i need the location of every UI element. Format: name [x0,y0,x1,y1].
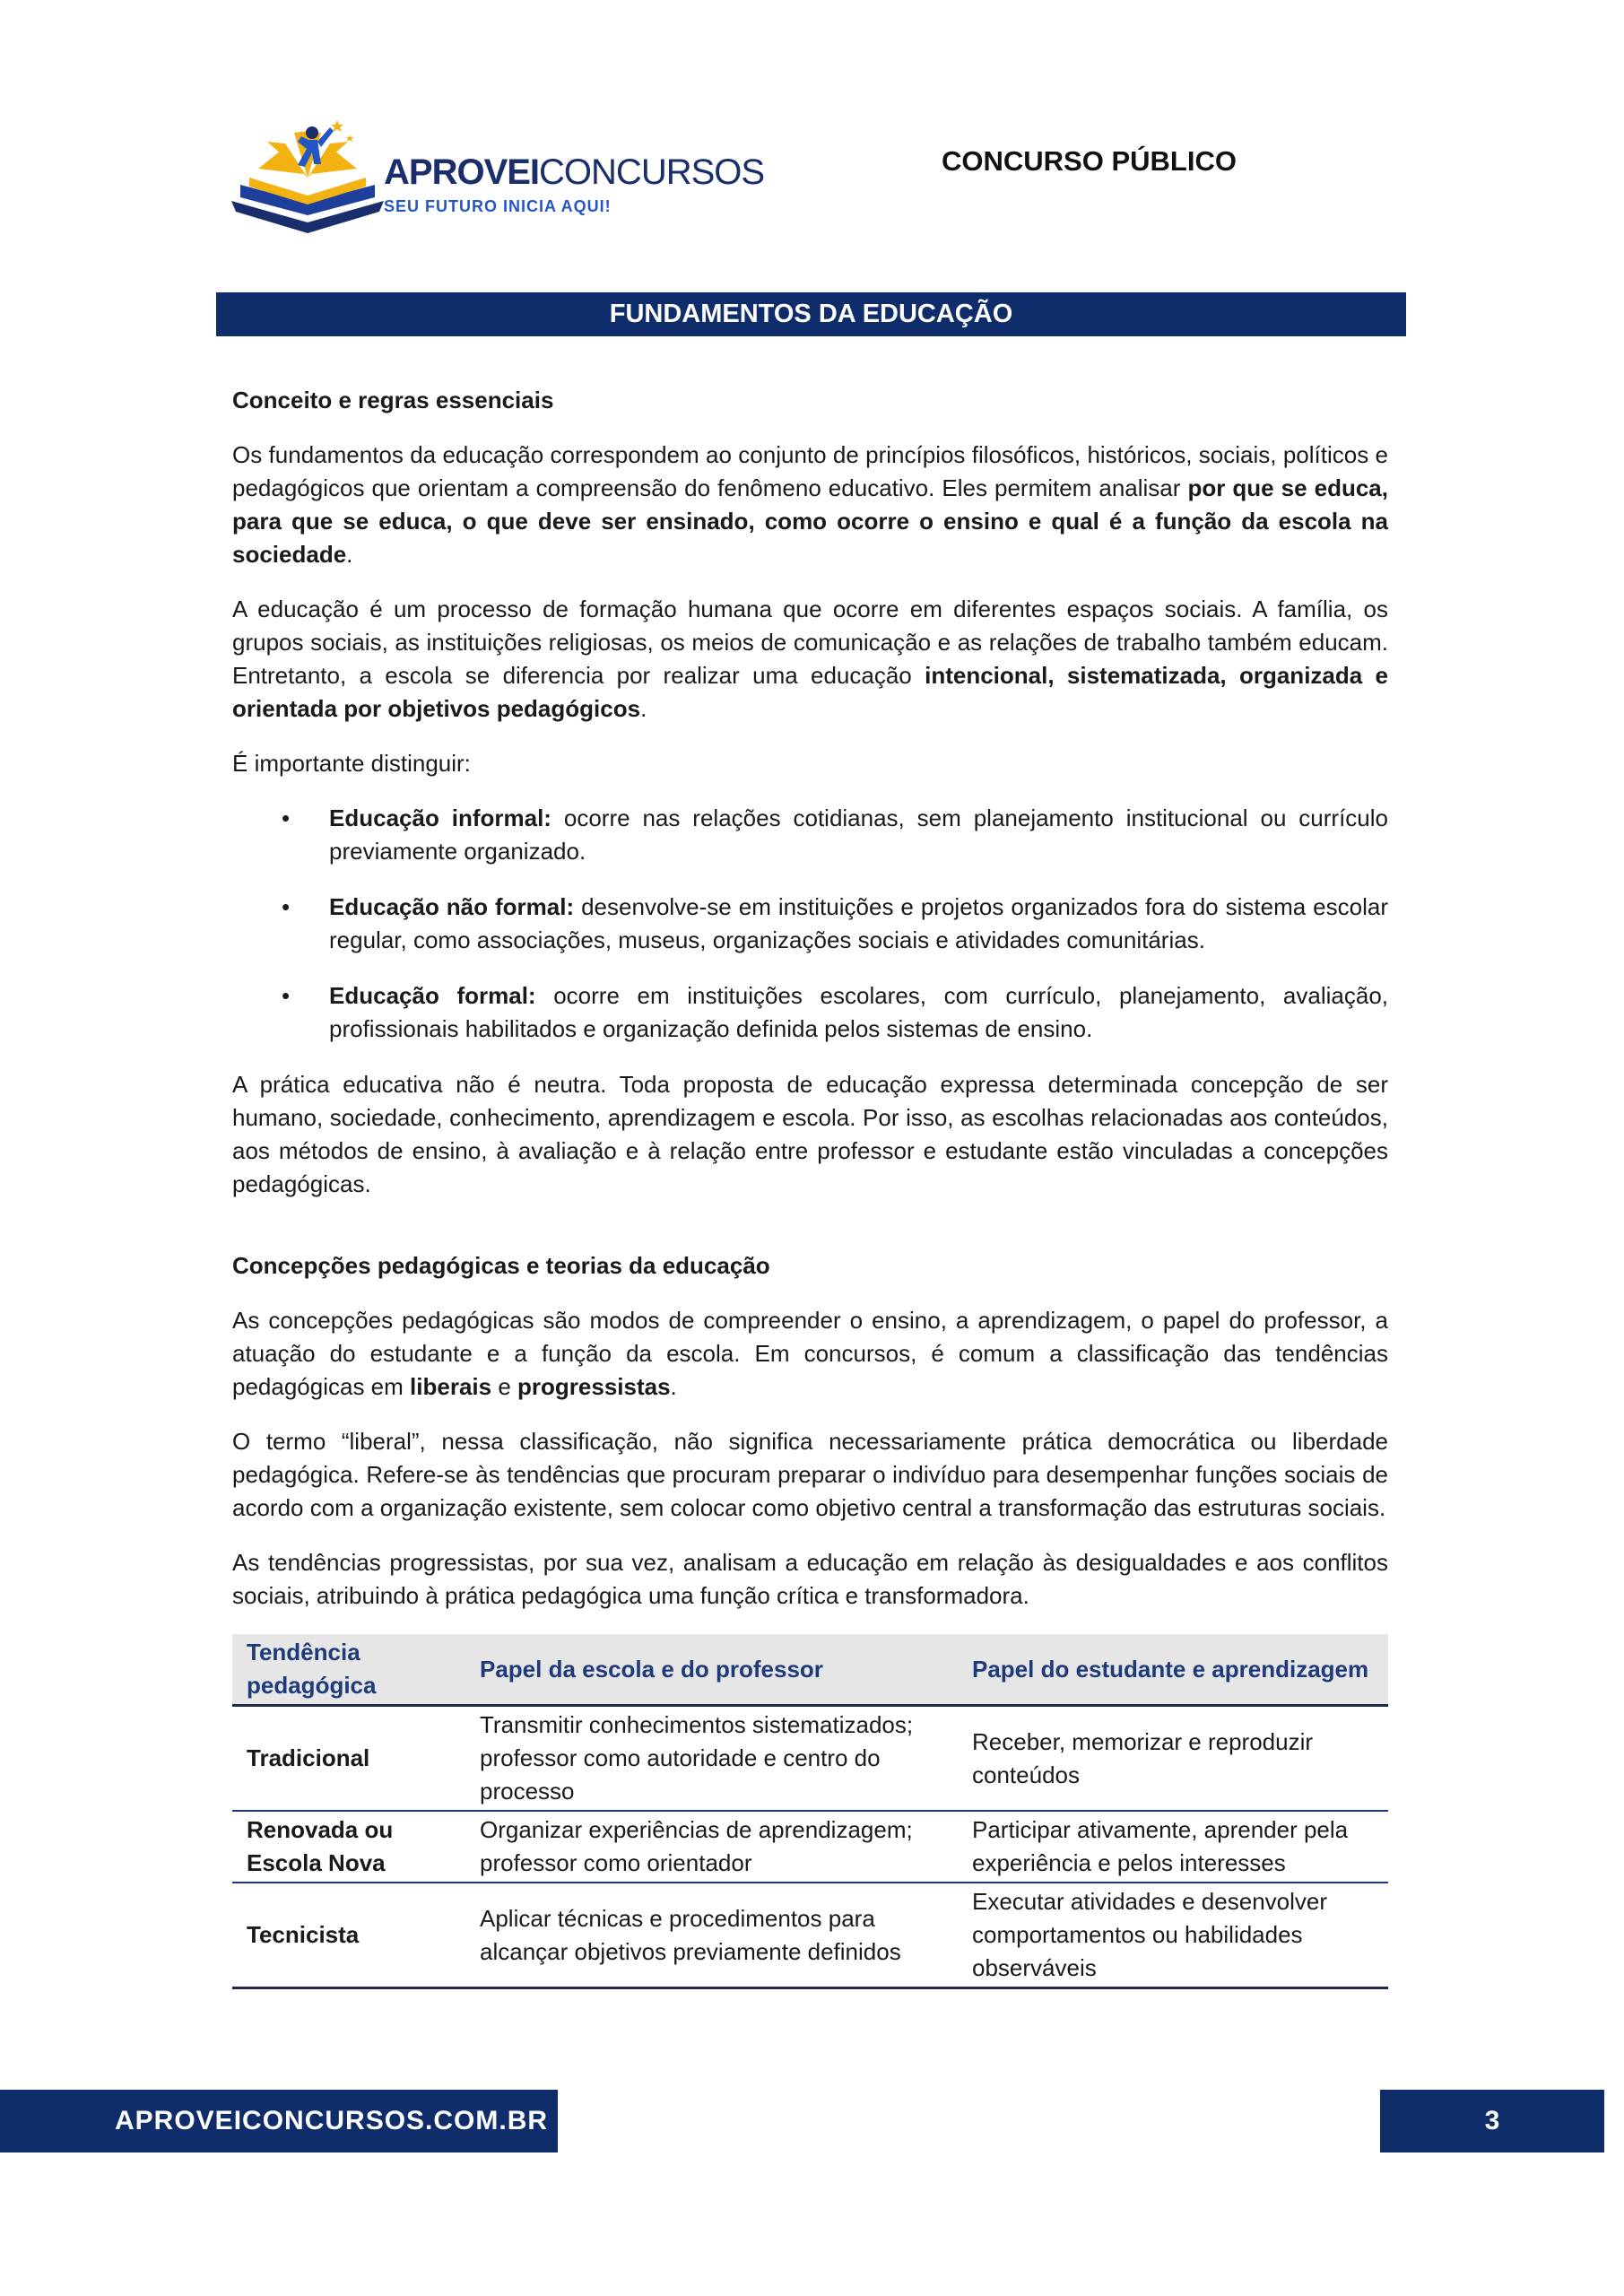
footer-site-link[interactable]: APROVEICONCURSOS.COM.BR [115,2106,549,2135]
tendencias-table [232,1634,1388,1989]
footer-page-bar [1380,2090,1604,2152]
list-text: ocorre em instituições escolares, com currículo, planejamento, avaliação, profissionais habilitados e organização definida pelos sistemas de ensino. [329,982,1388,1042]
list-term: Educação não formal: [329,893,575,920]
list-text: ocorre nas relações cotidianas, sem planejamento institucional ou currículo previamente organizado. [329,804,1389,865]
column-header-papel-estudante: Papel do estudante e aprendizagem [958,1634,1388,1706]
section-spacer [232,1222,1388,1249]
table-cell-papel-estudante: Executar atividades e desenvolver comportamentos ou habilidades observáveis [958,1883,1388,1988]
list-item-formal [232,979,1388,1046]
logo-brand-light: CONCURSOS [539,152,765,192]
education-types-list [232,802,1388,1046]
logo-brand-bold: APROVEI [384,152,540,192]
paragraph-termo-liberal: O termo “liberal”, nessa classificação, não significa necessariamente prática democrática ou liberdade pedagógica. Refere-se às tendências que procuram preparar o indivíduo para desempenhar funções sociais de acordo com a organização existente, sem colocar como objetivo central a transformação das estruturas sociais. [232,1428,1388,1521]
table-cell-papel-escola: Aplicar técnicas e procedimentos para alcançar objetivos previamente definidos [465,1883,958,1988]
table-row [232,1706,1388,1812]
bullet-icon: • [282,804,291,831]
list-term: Educação informal: [329,804,551,831]
page-header [0,0,1624,260]
header-label: CONCURSO PÚBLICO [942,145,1237,177]
table-cell-papel-escola: Organizar experiências de aprendizagem; professor como orientador [465,1811,958,1883]
section-title-banner: FUNDAMENTOS DA EDUCAÇÃO [216,292,1406,336]
list-text: desenvolve-se em instituições e projetos organizados fora do sistema escolar regular, como associações, museus, organizações sociais e atividades comunitárias. [329,893,1388,953]
table-cell-papel-escola: Transmitir conhecimentos sistematizados; professor como autoridade e centro do processo [465,1706,958,1812]
page-number: 3 [1484,2106,1500,2135]
list-item-informal [232,802,1388,868]
table-cell-tendencia: Tradicional [232,1706,465,1812]
bold-text-run: intencional, sistematizada, organizada e orientada por objetivos pedagógicos [232,662,1389,722]
logo-tagline: SEU FUTURO INICIA AQUI! [384,197,612,215]
table-header-row [232,1634,1388,1706]
paragraph-fundamentos [232,439,1388,571]
text-run: . [346,541,353,568]
paragraph-distinguir: É importante distinguir: [232,750,471,777]
table-cell-tendencia: Tecnicista [232,1883,465,1988]
list-term: Educação formal: [329,982,536,1009]
table-cell-tendencia: Renovada ou Escola Nova [232,1811,465,1883]
document-body [232,384,1388,1989]
book-logo-icon [231,115,384,240]
aproveiconcursos-logo[interactable] [231,115,765,240]
footer-site-bar [0,2090,558,2152]
text-run: . [640,695,647,722]
table-cell-papel-estudante: Receber, memorizar e reproduzir conteúdos [958,1706,1388,1812]
text-run: . [670,1373,677,1400]
section-heading-concepcoes: Concepções pedagógicas e teorias da educação [232,1252,770,1279]
list-item-nao-formal [232,891,1388,957]
column-header-papel-escola: Papel da escola e do professor [465,1634,958,1706]
logo-wordmark [384,152,764,193]
bold-text-run: progressistas [517,1373,671,1400]
paragraph-concepcoes [232,1304,1388,1404]
text-run: Os fundamentos da educação correspondem ao conjunto de princípios filosóficos, históricos, sociais, políticos e pedagógicos que orientam a compreensão do fenômeno educativo. Eles permitem analisar [232,441,1388,501]
text-run: A educação é um processo de formação humana que ocorre em diferentes espaços sociais. A família, os grupos sociais, as instituições religiosas, os meios de comunicação e as relações de trabalho também educam. Entretanto, a escola se diferencia por realizar uma educação [232,596,1388,689]
bold-text-run: por que se educa, para que se educa, o que deve ser ensinado, como ocorre o ensino e qual é a função da escola na sociedade [232,474,1388,568]
bold-text-run: liberais [410,1373,492,1400]
table-row [232,1883,1388,1988]
bullet-icon: • [282,893,291,920]
section-heading-conceito: Conceito e regras essenciais [232,387,554,413]
paragraph-educacao-processo [232,593,1388,726]
table-row [232,1811,1388,1883]
column-header-tendencia: Tendência pedagógica [232,1634,465,1706]
bullet-icon: • [282,982,291,1009]
paragraph-progressistas: As tendências progressistas, por sua vez, analisam a educação em relação às desigualdades e aos conflitos sociais, atribuindo à prática pedagógica uma função crítica e transformadora. [232,1549,1388,1609]
text-run: e [491,1373,518,1400]
text-run: As concepções pedagógicas são modos de compreender o ensino, a aprendizagem, o papel do professor, a atuação do estudante e a função da escola. Em concursos, é comum a classificação das tendências pedagógicas em [232,1307,1388,1400]
table-cell-papel-estudante: Participar ativamente, aprender pela experiência e pelos interesses [958,1811,1388,1883]
paragraph-pratica-educativa: A prática educativa não é neutra. Toda proposta de educação expressa determinada concepção de ser humano, sociedade, conhecimento, aprendizagem e escola. Por isso, as escolhas relacionadas aos conteúdos, aos métodos de ensino, à avaliação e à relação entre professor e estudante estão vinculadas a concepções pedagógicas. [232,1071,1388,1197]
